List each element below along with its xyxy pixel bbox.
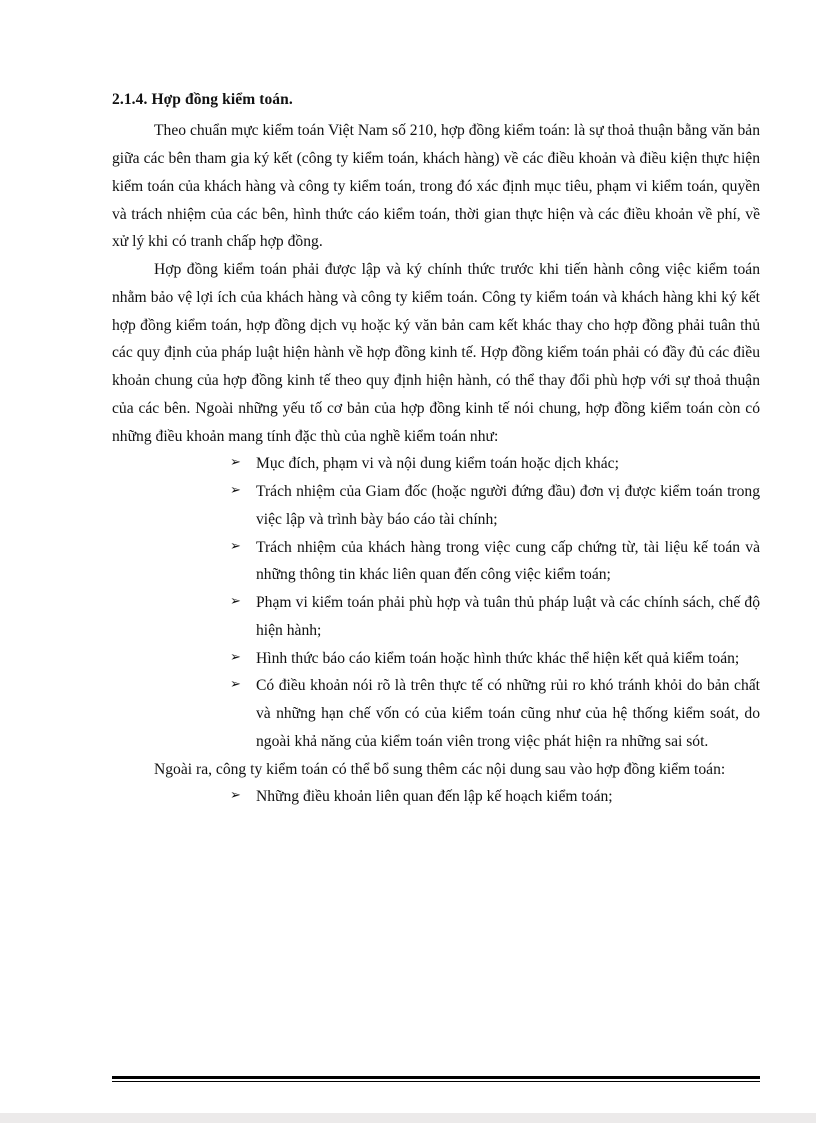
list-item-label: Hình thức báo cáo kiểm toán hoặc hình thức khác thể hiện kết quả kiểm toán; (256, 649, 740, 667)
list-item-label: Phạm vi kiểm toán phải phù hợp và tuân thủ pháp luật và các chính sách, chế độ hiện hành; (256, 594, 760, 639)
list-item-label: Trách nhiệm của khách hàng trong việc cung cấp chứng từ, tài liệu kế toán và những thông tin khác liên quan đến công việc kiểm toán; (256, 538, 760, 584)
footer-divider (112, 1076, 760, 1082)
arrow-bullet-icon: ➢ (230, 594, 241, 609)
list-item-label: Những điều khoản liên quan đến lập kế hoạch kiểm toán; (256, 788, 613, 806)
list-item (230, 534, 760, 590)
list-item-label: Mục đích, phạm vi và nội dung kiểm toán hoặc dịch khác; (256, 455, 619, 473)
page-bottom-strip (0, 1113, 816, 1123)
list-item-label: Có điều khoản nói rõ là trên thực tế có những rủi ro khó tránh khỏi do bản chất và những hạn chế vốn có của kiểm toán cũng như của hệ thống kiểm soát, do ngoài khả năng của kiểm toán viên trong việc phát hiện ra những sai sót. (256, 677, 760, 750)
bullet-list-2 (112, 783, 760, 811)
list-item (230, 478, 760, 534)
arrow-bullet-icon: ➢ (230, 649, 241, 665)
list-item (230, 589, 760, 645)
arrow-bullet-icon: ➢ (230, 455, 241, 471)
page-title: 2.1.4. Hợp đồng kiểm toán. (112, 91, 293, 108)
list-item (230, 672, 760, 755)
paragraph-3: Ngoài ra, công ty kiểm toán có thể bổ sung thêm các nội dung sau vào hợp đồng kiểm toán: (154, 760, 726, 778)
arrow-bullet-icon: ➢ (230, 483, 241, 498)
bullet-list-1 (112, 450, 760, 755)
paragraph-1: Theo chuẩn mực kiểm toán Việt Nam số 210, hợp đồng kiểm toán: là sự thoả thuận bằng văn bản giữa các bên tham gia ký kết (công ty kiểm toán, khách hàng) về các điều khoản và điều kiện thực hiện kiểm toán của khách hàng và công ty kiểm toán, trong đó xác định mục tiêu, phạm vi kiểm toán, quyền và trách nhiệm của các bên, hình thức cáo kiểm toán, thời gian thực hiện và các điều khoản về phí, về xử lý khi có tranh chấp hợp đồng. (112, 122, 760, 251)
list-item (230, 645, 760, 673)
list-item (230, 783, 760, 811)
divider-thin (112, 1081, 760, 1082)
arrow-bullet-icon: ➢ (230, 538, 241, 554)
page-content (112, 88, 760, 811)
list-item (230, 450, 760, 478)
list-item-label: Trách nhiệm của Giam đốc (hoặc người đứng đầu) đơn vị được kiểm toán trong việc lập và trình bày báo cáo tài chính; (256, 483, 760, 528)
arrow-bullet-icon: ➢ (230, 677, 241, 693)
paragraph-2: Hợp đồng kiểm toán phải được lập và ký chính thức trước khi tiến hành công việc kiểm toán nhằm bảo vệ lợi ích của khách hàng và công ty kiểm toán. Công ty kiểm toán và khách hàng khi ký kết hợp đồng kiểm toán, hợp đồng dịch vụ hoặc ký văn bản cam kết khác thay cho hợp đồng phải tuân thủ các quy định của pháp luật hiện hành về hợp đồng kinh tế. Hợp đồng kiểm toán phải có đầy đủ các điều khoản chung của hợp đồng kinh tế theo quy định hiện hành, có thể thay đổi phù hợp với sự thoả thuận của các bên. Ngoài những yếu tố cơ bản của hợp đồng kinh tế nói chung, hợp đồng kiểm toán còn có những điều khoản mang tính đặc thù của nghề kiểm toán như: (112, 261, 760, 445)
divider-thick (112, 1076, 760, 1079)
arrow-bullet-icon: ➢ (230, 788, 241, 804)
